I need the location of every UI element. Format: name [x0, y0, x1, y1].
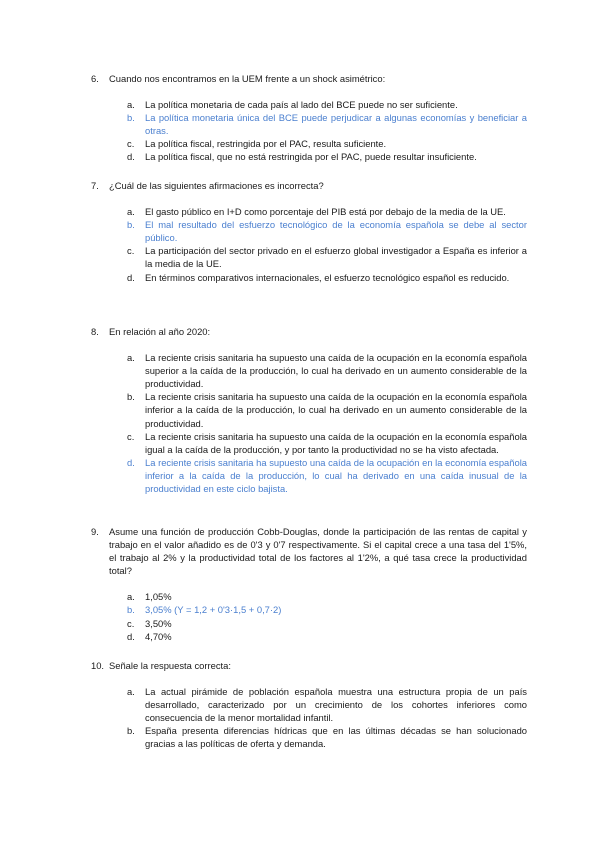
option-letter: b. [127, 725, 135, 737]
option-letter: d. [127, 456, 135, 468]
option-text: La actual pirámide de población española muestra una estructura propia de un país desarrollado, caracterizado por un crecimiento de los cohortes inferiores como consecuencia de la menor mortalidad infantil. [145, 686, 527, 724]
option-text: La reciente crisis sanitaria ha supuesto una caída de la ocupación en la economía española igual a la caída de la producción, y por tanto la productividad no se ha visto afectada. [145, 430, 527, 455]
option-letter: b. [127, 391, 135, 403]
option-c [127, 137, 527, 150]
option-letter: a. [127, 206, 135, 218]
option-text: 3,50% [145, 617, 172, 629]
option-d [127, 150, 527, 163]
question-number: 10. [91, 660, 105, 671]
option-letter: c. [127, 430, 135, 442]
option-b-correct [127, 111, 527, 137]
question-number: 8. [91, 326, 99, 337]
option-text: La reciente crisis sanitaria ha supuesto una caída de la ocupación en la economía española inferior a la caída de la producción, lo cual ha derivado en una caída inusual de la productividad en este ciclo bajista. [145, 456, 527, 495]
option-text: La reciente crisis sanitaria ha supuesto una caída de la ocupación en la economía española inferior a la caída de la producción, lo cual ha derivado en un aumento considerable de la productividad. [145, 391, 527, 429]
question-text: Asume una función de producción Cobb-Douglas, donde la participación de las rentas de capital y trabajo en el valor añadido es de 0'3 y 0'7 respectivamente. Si el capital crece a una tasa del 1'5%, el trabajo al 2% y la productividad total de los factores al 1'2%, a qué tasa crece la productividad total? [109, 526, 527, 577]
question-8 [91, 325, 527, 495]
option-letter: a. [127, 352, 135, 364]
question-6 [91, 72, 527, 164]
option-text: 1,05% [145, 591, 172, 603]
option-text: El gasto público en I+D como porcentaje del PIB está por debajo de la media de la UE. [145, 206, 506, 218]
option-text: La política monetaria de cada país al lado del BCE puede no ser suficiente. [145, 99, 458, 111]
option-letter: a. [127, 591, 135, 603]
question-text: ¿Cuál de las siguientes afirmaciones es incorrecta? [109, 180, 324, 191]
option-letter: c. [127, 617, 135, 629]
question-number: 9. [91, 526, 99, 537]
option-c [127, 430, 527, 456]
option-d [127, 630, 527, 643]
question-10 [91, 659, 527, 751]
option-c [127, 617, 527, 630]
question-number: 7. [91, 180, 99, 191]
option-a [127, 205, 527, 218]
option-b [127, 390, 527, 429]
option-a [127, 351, 527, 390]
question-text: Señale la respuesta correcta: [109, 660, 231, 671]
option-b-correct [127, 218, 527, 244]
option-a [127, 590, 527, 603]
option-text: La participación del sector privado en el esfuerzo global investigador a España es inferior a la media de la UE. [145, 245, 527, 270]
option-b [127, 724, 527, 750]
option-text: España presenta diferencias hídricas que en las últimas décadas se han solucionado gracias a las políticas de oferta y demanda. [145, 725, 527, 750]
option-text: La política fiscal, restringida por el PAC, resulta suficiente. [145, 138, 387, 150]
option-text: La política fiscal, que no está restringida por el PAC, puede resultar insuficiente. [145, 151, 477, 163]
option-text: 4,70% [145, 630, 172, 642]
option-text: La política monetaria única del BCE puede perjudicar a algunas economías y beneficiar a otras. [145, 112, 527, 137]
option-letter: c. [127, 245, 135, 257]
option-text: El mal resultado del esfuerzo tecnológico de la economía española se debe al sector público. [145, 219, 527, 244]
option-letter: b. [127, 219, 135, 231]
option-letter: d. [127, 630, 135, 642]
option-a [127, 98, 527, 111]
option-letter: a. [127, 686, 135, 698]
option-letter: a. [127, 99, 135, 111]
option-letter: b. [127, 604, 135, 616]
option-d [127, 271, 527, 284]
question-9 [91, 525, 527, 643]
option-text: La reciente crisis sanitaria ha supuesto una caída de la ocupación en la economía española superior a la caída de la producción, lo cual ha derivado en un aumento considerable de la productividad. [145, 352, 527, 390]
option-letter: c. [127, 138, 135, 150]
option-letter: d. [127, 151, 135, 163]
option-c [127, 244, 527, 270]
option-b-correct [127, 603, 527, 616]
option-d-correct [127, 456, 527, 495]
option-a [127, 685, 527, 724]
option-letter: d. [127, 271, 135, 283]
option-text: En términos comparativos internacionales, el esfuerzo tecnológico español es reducido. [145, 271, 510, 283]
option-text: 3,05% (Y = 1,2 + 0'3·1,5 + 0,7·2) [145, 604, 282, 616]
question-7 [91, 179, 527, 284]
question-text: Cuando nos encontramos en la UEM frente a un shock asimétrico: [109, 73, 386, 84]
option-letter: b. [127, 112, 135, 124]
question-number: 6. [91, 73, 99, 84]
question-text: En relación al año 2020: [109, 326, 211, 337]
